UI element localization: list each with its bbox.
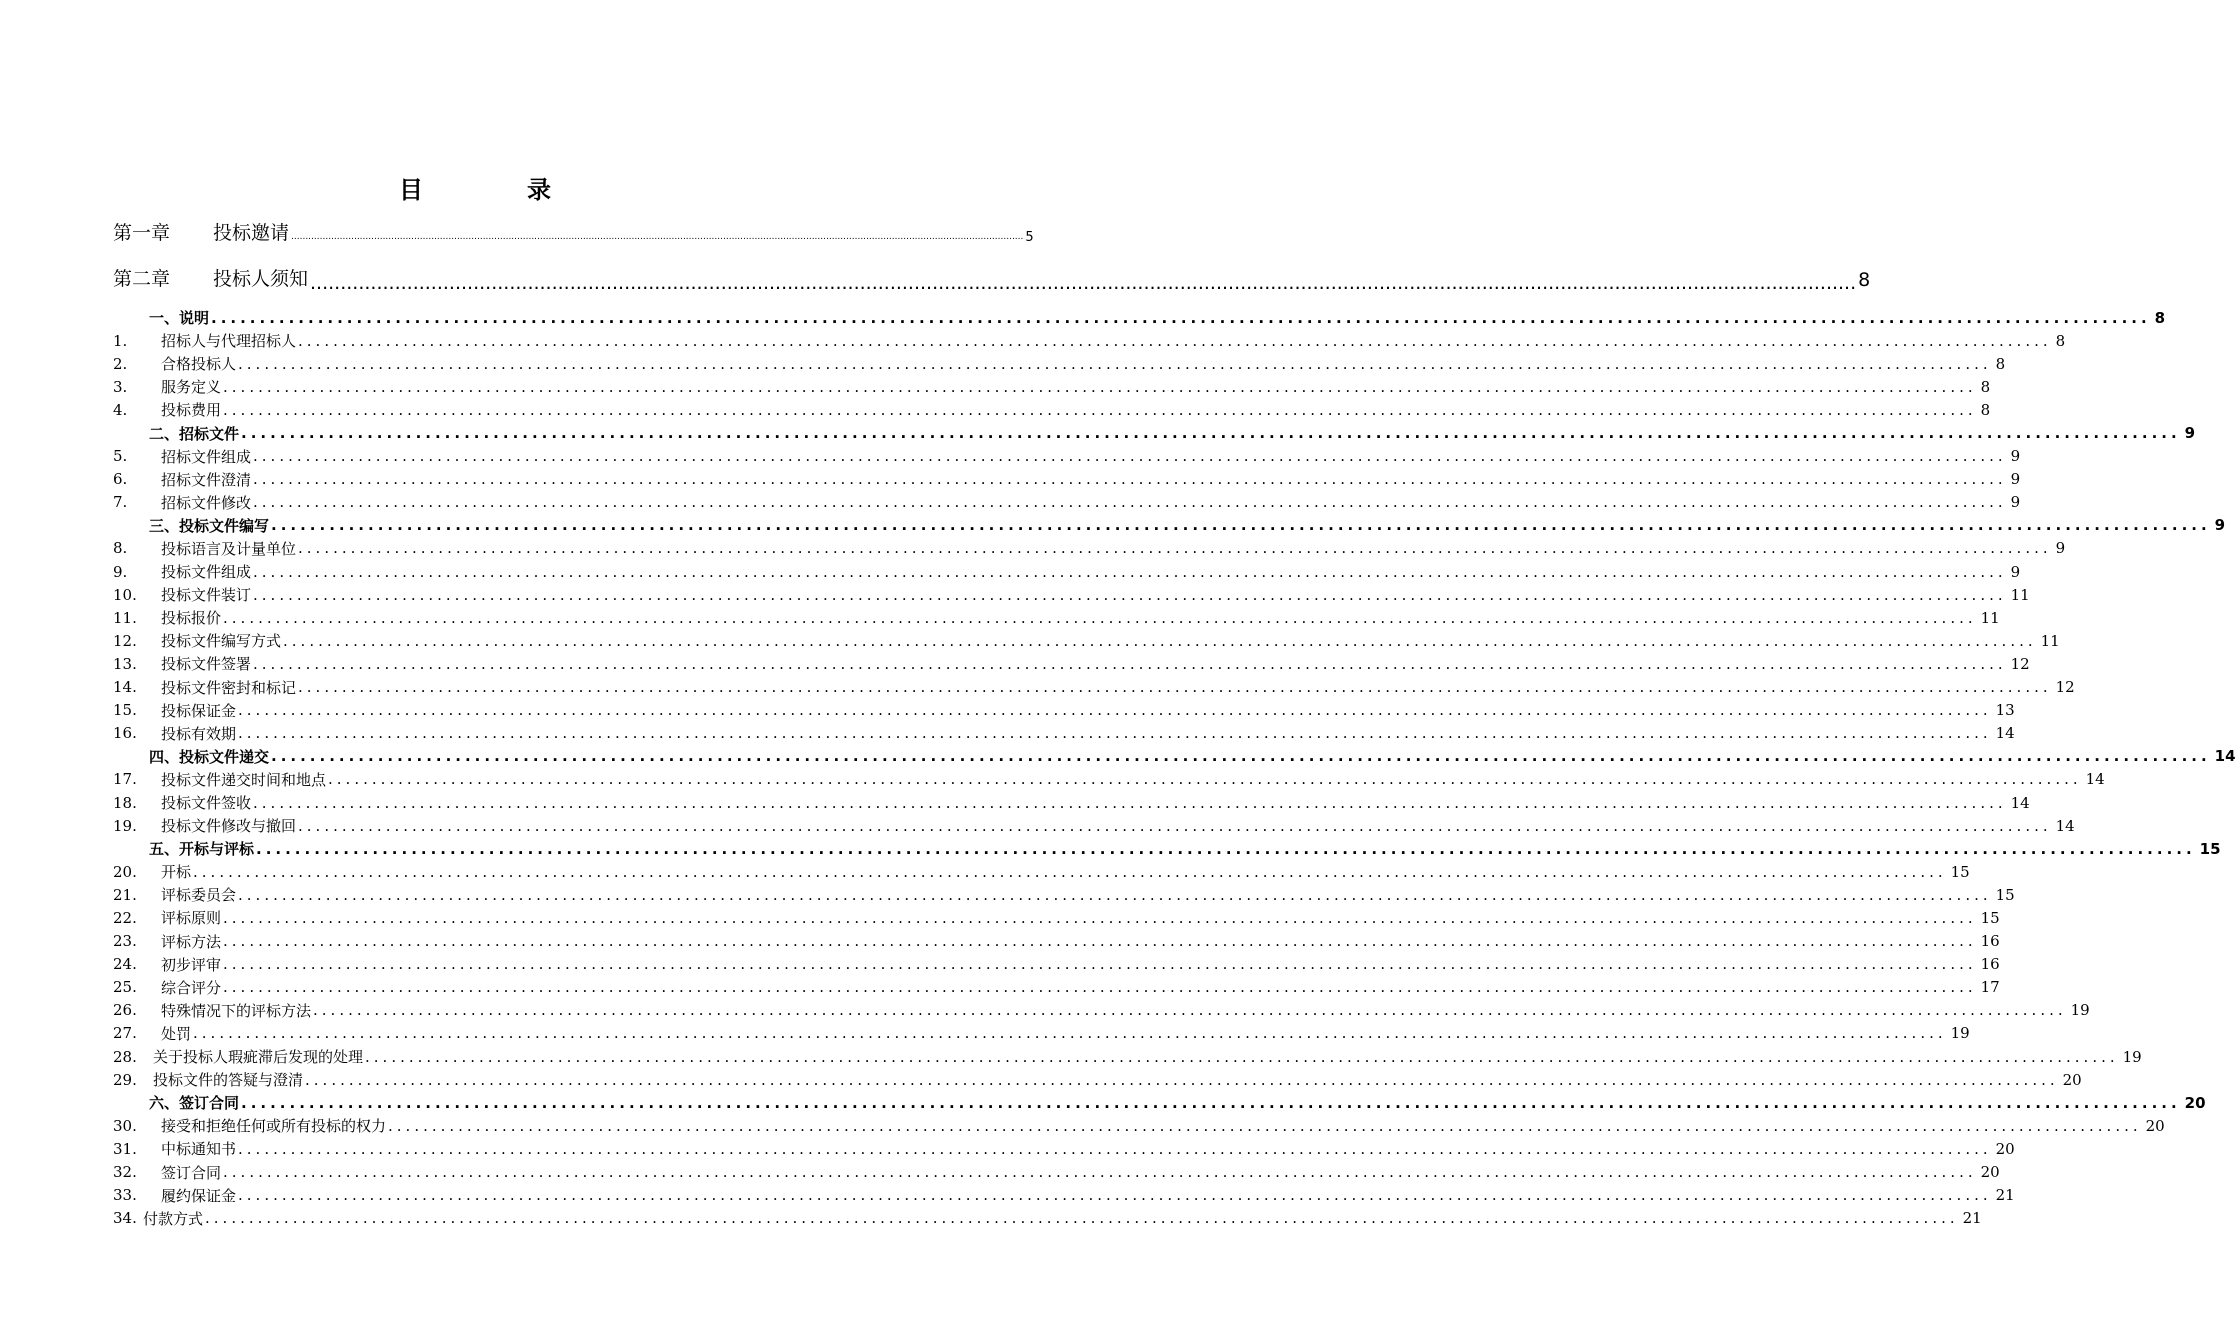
entry-number: 34. [113, 1209, 137, 1228]
entry-label: 投标文件装订 [161, 586, 252, 605]
dot-leader: ................................................................................................................................................................................................................................................................ [310, 272, 1857, 294]
entry-page: 8 [1980, 400, 1991, 419]
dot-leader: ........................................................................................................................................................................................................ [253, 470, 2007, 489]
entry-label: 投标文件签收 [161, 794, 252, 813]
dot-leader: ........................................................................................................................................................................................................ [298, 816, 2052, 835]
dot-leader: ........................................................................................................................................................................................................ [238, 1139, 1992, 1158]
dot-leader: ........................................................................................................................................................................................................ [193, 862, 1947, 881]
entry-label: 服务定义 [161, 378, 222, 397]
dot-leader: ........................................................................................................................................................................................................ [253, 585, 2007, 604]
toc-entry[interactable] [113, 791, 2030, 814]
entry-label: 签订合同 [161, 1163, 222, 1182]
toc-entry[interactable] [113, 352, 2006, 375]
entry-label: 中标通知书 [161, 1140, 237, 1159]
toc-entry[interactable] [113, 583, 2030, 606]
dot-leader: ........................................................................................................................................................................................................ [253, 562, 2007, 581]
dot-leader: ........................................................................................................................................................................................................ [223, 908, 1977, 927]
dot-leader: ........................................................................................................................................................................................................ [298, 678, 2052, 697]
entry-page: 8 [1995, 354, 2006, 373]
entry-number: 22. [113, 908, 137, 927]
entry-page: 16 [1980, 932, 2000, 951]
entry-number: 12. [113, 631, 137, 650]
toc-section[interactable] [113, 745, 2236, 768]
dot-leader: ........................................................................................................................................................................................................ [256, 839, 2196, 858]
toc-entry[interactable] [113, 999, 2090, 1022]
entry-label: 投标文件组成 [161, 563, 252, 582]
entry-page: 20 [2062, 1070, 2082, 1089]
entry-number: 31. [113, 1139, 137, 1158]
entry-page: 14 [2055, 816, 2075, 835]
dot-leader: ........................................................................................................................................................................................................ [223, 1163, 1977, 1182]
entry-label: 投标文件签署 [161, 655, 252, 674]
dot-leader: ........................................................................................................................................................................................................ [388, 1116, 2142, 1135]
chapter-page: 8 [1858, 269, 1871, 291]
entry-label: 投标文件修改与撤回 [161, 817, 297, 836]
toc-entry[interactable] [113, 1114, 2165, 1137]
entry-label: 评标委员会 [161, 886, 237, 905]
dot-leader: ........................................................................................................................................................................................................ [193, 1024, 1947, 1043]
chapter-number: 第一章 [113, 222, 171, 244]
entry-label: 招标文件修改 [161, 493, 252, 512]
entry-page: 12 [2010, 654, 2030, 673]
toc-section[interactable] [113, 837, 2221, 860]
entry-page: 15 [1950, 862, 1970, 881]
toc-chapter-1[interactable] [113, 218, 1034, 245]
chapter-page: 5 [1025, 230, 1034, 245]
dot-leader: ........................................................................................................................................................................................................ [253, 493, 2007, 512]
entry-page: 20 [1995, 1139, 2015, 1158]
entry-number: 32. [113, 1163, 137, 1182]
toc-entry[interactable] [113, 1068, 2082, 1091]
toc-entry[interactable] [113, 1160, 2000, 1183]
dot-leader: ................................................................................................................................................................................................................................................................ [291, 232, 1024, 242]
entry-number: 15. [113, 701, 137, 720]
dot-leader: ........................................................................................................................................................................................................ [241, 1093, 2181, 1112]
dot-leader: ........................................................................................................................................................................................................ [223, 400, 1977, 419]
toc-entry[interactable] [113, 329, 2066, 352]
toc-section[interactable] [113, 306, 2166, 329]
entry-label: 投标语言及计量单位 [161, 539, 297, 558]
dot-leader: ........................................................................................................................................................................................................ [298, 539, 2052, 558]
toc-section[interactable] [113, 514, 2226, 537]
dot-leader: ........................................................................................................................................................................................................ [365, 1047, 2119, 1066]
dot-leader: ........................................................................................................................................................................................................ [205, 1209, 1959, 1228]
entry-label: 投标报价 [161, 609, 222, 628]
entry-label: 评标方法 [161, 932, 222, 951]
toc-entry[interactable] [113, 699, 2015, 722]
toc-entry[interactable] [113, 814, 2075, 837]
entry-page: 9 [2184, 424, 2196, 443]
entry-number: 27. [113, 1024, 137, 1043]
entry-label: 初步评审 [161, 955, 222, 974]
entry-label: 四、投标文件递交 [149, 747, 270, 766]
toc-entry[interactable] [113, 398, 1991, 421]
entry-number: 29. [113, 1070, 137, 1089]
entry-label: 投标文件递交时间和地点 [161, 770, 327, 789]
entry-number: 5. [113, 447, 128, 466]
dot-leader: ........................................................................................................................................................................................................ [253, 793, 2007, 812]
chapter-title: 投标邀请 [213, 222, 290, 244]
toc-entry[interactable] [113, 629, 2060, 652]
entry-page: 11 [2040, 631, 2060, 650]
entry-page: 8 [1980, 377, 1991, 396]
entry-label: 投标保证金 [161, 701, 237, 720]
entry-number: 17. [113, 770, 137, 789]
dot-leader: ........................................................................................................................................................................................................ [313, 1001, 2067, 1020]
dot-leader: ........................................................................................................................................................................................................ [241, 424, 2181, 443]
entry-label: 合格投标人 [161, 355, 237, 374]
dot-leader: ........................................................................................................................................................................................................ [238, 724, 1992, 743]
toc-entry[interactable] [113, 1045, 2142, 1068]
toc-entry[interactable] [113, 468, 2021, 491]
entry-page: 19 [1950, 1024, 1970, 1043]
entry-label: 二、招标文件 [149, 424, 240, 443]
entry-number: 24. [113, 955, 137, 974]
entry-label: 处罚 [161, 1024, 192, 1043]
toc-entry[interactable] [113, 606, 2000, 629]
dot-leader: ........................................................................................................................................................................................................ [328, 770, 2082, 789]
entry-page: 20 [2145, 1116, 2165, 1135]
entry-number: 20. [113, 862, 137, 881]
entry-label: 六、签订合同 [149, 1094, 240, 1113]
entry-page: 20 [2184, 1093, 2206, 1112]
entry-number: 4. [113, 400, 128, 419]
entry-page: 15 [1995, 885, 2015, 904]
entry-number: 16. [113, 724, 137, 743]
entry-label: 投标有效期 [161, 724, 237, 743]
entry-label: 履约保证金 [161, 1186, 237, 1205]
toc-entry[interactable] [113, 537, 2066, 560]
entry-page: 9 [2055, 539, 2066, 558]
entry-page: 9 [2010, 470, 2021, 489]
entry-page: 13 [1995, 701, 2015, 720]
entry-page: 21 [1962, 1209, 1982, 1228]
entry-number: 3. [113, 377, 128, 396]
entry-number: 7. [113, 493, 128, 512]
entry-page: 12 [2055, 678, 2075, 697]
entry-page: 20 [1980, 1163, 2000, 1182]
entry-label: 招标人与代理招标人 [161, 332, 297, 351]
entry-label: 综合评分 [161, 978, 222, 997]
toc-section[interactable] [113, 421, 2196, 444]
entry-number: 9. [113, 562, 128, 581]
entry-page: 14 [2085, 770, 2105, 789]
toc-entry[interactable] [113, 652, 2030, 675]
dot-leader: ........................................................................................................................................................................................................ [238, 701, 1992, 720]
entry-page: 16 [1980, 955, 2000, 974]
entry-page: 14 [2010, 793, 2030, 812]
dot-leader: ........................................................................................................................................................................................................ [223, 955, 1977, 974]
chapter-title: 投标人须知 [213, 268, 309, 290]
dot-leader: ........................................................................................................................................................................................................ [305, 1070, 2059, 1089]
entry-page: 8 [2154, 308, 2166, 327]
chapter-number: 第二章 [113, 268, 171, 290]
entry-label: 评标原则 [161, 909, 222, 928]
entry-label: 投标文件密封和标记 [161, 678, 297, 697]
toc-entry[interactable] [113, 1184, 2015, 1207]
dot-leader: ........................................................................................................................................................................................................ [238, 885, 1992, 904]
entry-page: 14 [1995, 724, 2015, 743]
toc-entry[interactable] [113, 676, 2075, 699]
entry-page: 14 [2214, 747, 2236, 766]
entry-label: 开标 [161, 863, 192, 882]
entry-number: 28. [113, 1047, 137, 1066]
entry-number: 25. [113, 978, 137, 997]
toc-title: 目 录 [399, 176, 591, 204]
entry-label: 付款方式 [143, 1209, 204, 1228]
entry-number: 10. [113, 585, 137, 604]
toc-entry[interactable] [113, 1022, 1970, 1045]
entry-page: 15 [1980, 908, 2000, 927]
dot-leader: ........................................................................................................................................................................................................ [298, 331, 2052, 350]
toc-chapter-2[interactable] [113, 264, 1871, 294]
dot-leader: ........................................................................................................................................................................................................ [223, 932, 1977, 951]
entry-label: 五、开标与评标 [149, 840, 255, 859]
entry-label: 三、投标文件编写 [149, 516, 270, 535]
dot-leader: ........................................................................................................................................................................................................ [238, 1186, 1992, 1205]
entry-page: 17 [1980, 978, 2000, 997]
dot-leader: ........................................................................................................................................................................................................ [223, 377, 1977, 396]
entry-number: 13. [113, 654, 137, 673]
entry-number: 8. [113, 539, 128, 558]
toc-entry[interactable] [113, 491, 2021, 514]
entry-page: 9 [2010, 562, 2021, 581]
dot-leader: ........................................................................................................................................................................................................ [223, 608, 1977, 627]
entry-label: 招标文件组成 [161, 447, 252, 466]
entry-page: 21 [1995, 1186, 2015, 1205]
dot-leader: ........................................................................................................................................................................................................ [271, 747, 2211, 766]
entry-number: 18. [113, 793, 137, 812]
entry-page: 11 [1980, 608, 2000, 627]
entry-page: 9 [2010, 493, 2021, 512]
entry-number: 33. [113, 1186, 137, 1205]
dot-leader: ........................................................................................................................................................................................................ [223, 978, 1977, 997]
dot-leader: ........................................................................................................................................................................................................ [211, 308, 2151, 327]
entry-number: 30. [113, 1116, 137, 1135]
entry-label: 一、说明 [149, 309, 210, 328]
entry-page: 19 [2122, 1047, 2142, 1066]
entry-page: 11 [2010, 585, 2030, 604]
entry-page: 15 [2199, 839, 2221, 858]
entry-number: 19. [113, 816, 137, 835]
dot-leader: ........................................................................................................................................................................................................ [238, 354, 1992, 373]
entry-label: 投标费用 [161, 401, 222, 420]
entry-label: 接受和拒绝任何或所有投标的权力 [161, 1117, 387, 1136]
toc-entry[interactable] [113, 953, 2000, 976]
toc-section[interactable] [113, 1091, 2206, 1114]
toc-entry[interactable] [113, 1207, 1982, 1230]
entry-label: 投标文件的答疑与澄清 [153, 1071, 304, 1090]
entry-number: 11. [113, 608, 137, 627]
entry-label: 关于投标人瑕疵滞后发现的处理 [153, 1048, 364, 1067]
entry-number: 21. [113, 885, 137, 904]
entry-number: 2. [113, 354, 128, 373]
toc-entry[interactable] [113, 906, 2000, 929]
entry-page: 9 [2010, 447, 2021, 466]
entry-label: 招标文件澄清 [161, 470, 252, 489]
entry-label: 特殊情况下的评标方法 [161, 1001, 312, 1020]
dot-leader: ........................................................................................................................................................................................................ [253, 447, 2007, 466]
toc-entry[interactable] [113, 1137, 2015, 1160]
toc-entry[interactable] [113, 930, 2000, 953]
toc-entry[interactable] [113, 860, 1970, 883]
entry-label: 投标文件编写方式 [161, 632, 282, 651]
toc-entry[interactable] [113, 883, 2015, 906]
toc-entry[interactable] [113, 375, 1991, 398]
dot-leader: ........................................................................................................................................................................................................ [271, 516, 2211, 535]
entry-number: 23. [113, 932, 137, 951]
entry-page: 8 [2055, 331, 2066, 350]
toc-entry[interactable] [113, 445, 2021, 468]
entry-number: 6. [113, 470, 128, 489]
entry-number: 14. [113, 678, 137, 697]
entry-page: 9 [2214, 516, 2226, 535]
toc-list [113, 306, 2236, 1230]
entry-number: 1. [113, 331, 128, 350]
toc-entry[interactable] [113, 768, 2105, 791]
toc-entry[interactable] [113, 560, 2021, 583]
entry-page: 19 [2070, 1001, 2090, 1020]
entry-number: 26. [113, 1001, 137, 1020]
toc-entry[interactable] [113, 976, 2000, 999]
toc-entry[interactable] [113, 722, 2015, 745]
dot-leader: ........................................................................................................................................................................................................ [283, 631, 2037, 650]
dot-leader: ........................................................................................................................................................................................................ [253, 654, 2007, 673]
